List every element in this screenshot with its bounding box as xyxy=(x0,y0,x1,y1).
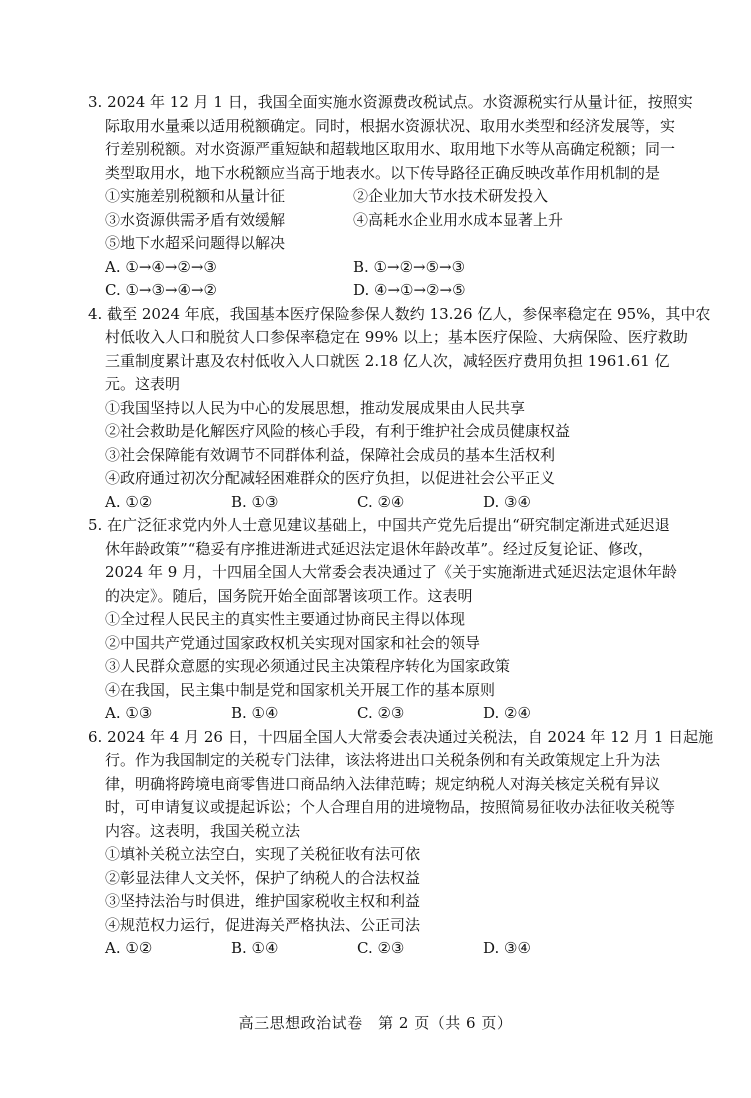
choice-b: B. ①③ xyxy=(231,492,279,511)
choice-d: D. ③④ xyxy=(483,492,531,511)
statement-3: ③社会保障能有效调节不同群体利益，保障社会成员的基本生活权利 xyxy=(105,445,556,464)
statement-4: ④在我国，民主集中制是党和国家机关开展工作的基本原则 xyxy=(105,680,496,699)
choice-d: D. ④→①→②→⑤ xyxy=(353,281,466,299)
choice-c: C. ②③ xyxy=(357,704,405,722)
statement-2: ②社会救助是化解医疗风险的核心手段，有利于维护社会成员健康权益 xyxy=(105,422,571,440)
question-4 xyxy=(88,303,711,515)
statement-1: ①实施差别税额和从量计征 xyxy=(105,187,286,205)
choice-a: A. ①② xyxy=(105,939,153,957)
statement-3: ③水资源供需矛盾有效缓解 xyxy=(105,210,286,229)
question-4-line: 元。这表明 xyxy=(105,375,181,393)
question-5 xyxy=(88,514,678,726)
statement-row xyxy=(88,232,678,256)
statement-3: ③坚持法治与时俱进，维护国家税收主权和利益 xyxy=(105,892,421,910)
question-6-line: 行。作为我国制定的关税专门法律，该法将进出口关税条例和有关政策规定上升为法 xyxy=(105,751,661,769)
page-footer: 高三思想政治试卷 第 2 页（共 6 页） xyxy=(238,1014,513,1032)
question-list xyxy=(88,91,714,961)
choice-c: C. ②④ xyxy=(357,492,405,511)
choice-b: B. ①→②→⑤→③ xyxy=(353,257,466,276)
question-6-line: 内容。这表明，我国关税立法 xyxy=(105,821,301,840)
statement-5: ⑤地下水超采问题得以解决 xyxy=(105,234,286,252)
choice-b: B. ①④ xyxy=(231,704,279,722)
statement-2: ②中国共产党通过国家政权机关实现对国家和社会的领导 xyxy=(105,633,481,652)
choice-row xyxy=(88,256,678,280)
choice-a: A. ①→④→②→③ xyxy=(105,257,217,276)
statement-row xyxy=(88,185,678,209)
choice-row xyxy=(88,702,678,726)
question-3 xyxy=(88,91,693,303)
choice-b: B. ①④ xyxy=(231,939,279,957)
question-4-line: 4. 截至 2024 年底，我国基本医疗保险参保人数约 13.26 亿人，参保率稳定在 95%，其中农 xyxy=(88,304,711,323)
choice-row xyxy=(88,491,678,515)
statement-1: ①我国坚持以人民为中心的发展思想，推动发展成果由人民共享 xyxy=(105,398,526,417)
question-5-line: 的决定》。随后，国务院开始全面部署该项工作。这表明 xyxy=(105,586,473,605)
choice-a: A. ①③ xyxy=(105,704,153,722)
statement-row xyxy=(88,209,678,233)
choice-c: C. ②③ xyxy=(357,939,405,957)
question-3-line: 3. 2024 年 12 月 1 日，我国全面实施水资源费改税试点。水资源税实行从量计征，按照实 xyxy=(88,93,693,111)
choice-d: D. ②④ xyxy=(483,704,531,722)
choice-row xyxy=(88,937,678,961)
question-5-line: 2024 年 9 月，十四届全国人大常委会表决通过了《关于实施渐进式延迟法定退休年龄 xyxy=(105,563,678,581)
choice-a: A. ①② xyxy=(105,492,153,511)
statement-1: ①填补关税立法空白，实现了关税征收有法可依 xyxy=(105,845,421,863)
statement-4: ④高耗水企业用水成本显著上升 xyxy=(353,210,564,229)
question-5-line: 休年龄政策”“稳妥有序推进渐进式延迟法定退休年龄改革”。经过反复论证、修改， xyxy=(105,539,654,558)
question-6-line: 律，明确将跨境电商零售进口商品纳入法律范畴；规定纳税人对海关核定关税有异议 xyxy=(105,774,661,793)
question-4-line: 村低收入人口和脱贫人口参保率稳定在 99% 以上；基本医疗保险、大病保险、医疗救助 xyxy=(105,328,688,346)
question-3-line: 类型取用水，地下水税额应当高于地表水。以下传导路径正确反映改革作用机制的是 xyxy=(105,163,661,182)
statement-4: ④规范权力运行，促进海关严格执法、公正司法 xyxy=(105,915,421,934)
statement-3: ③人民群众意愿的实现必须通过民主决策程序转化为国家政策 xyxy=(105,657,511,675)
question-6-line: 6. 2024 年 4 月 26 日，十四届全国人大常委会表决通过关税法，自 2024 年 12 月 1 日起施 xyxy=(88,727,714,746)
question-6-line: 时，可申请复议或提起诉讼；个人合理自用的进境物品，按照简易征收办法征收关税等 xyxy=(105,798,676,816)
statement-1: ①全过程人民民主的真实性主要通过协商民主得以体现 xyxy=(105,610,466,628)
choice-c: C. ①→③→④→② xyxy=(105,281,217,299)
question-3-line: 行差别税额。对水资源严重短缺和超载地区取用水、取用地下水等从高确定税额；同一 xyxy=(105,140,676,158)
choice-d: D. ③④ xyxy=(483,939,531,957)
question-4-line: 三重制度累计惠及农村低收入人口就医 2.18 亿人次，减轻医疗费用负担 1961.61 亿 xyxy=(105,351,670,370)
question-6 xyxy=(88,726,714,961)
statement-2: ②企业加大节水技术研发投入 xyxy=(353,187,549,205)
question-3-line: 际取用水量乘以适用税额确定。同时，根据水资源状况、取用水类型和经济发展等，实 xyxy=(105,116,676,135)
statement-4: ④政府通过初次分配减轻困难群众的医疗负担，以促进社会公平正义 xyxy=(105,469,556,487)
question-5-line: 5. 在广泛征求党内外人士意见建议基础上，中国共产党先后提出“研究制定渐进式延迟退 xyxy=(88,516,670,534)
statement-2: ②彰显法律人文关怀，保护了纳税人的合法权益 xyxy=(105,868,421,887)
choice-row xyxy=(88,279,678,303)
